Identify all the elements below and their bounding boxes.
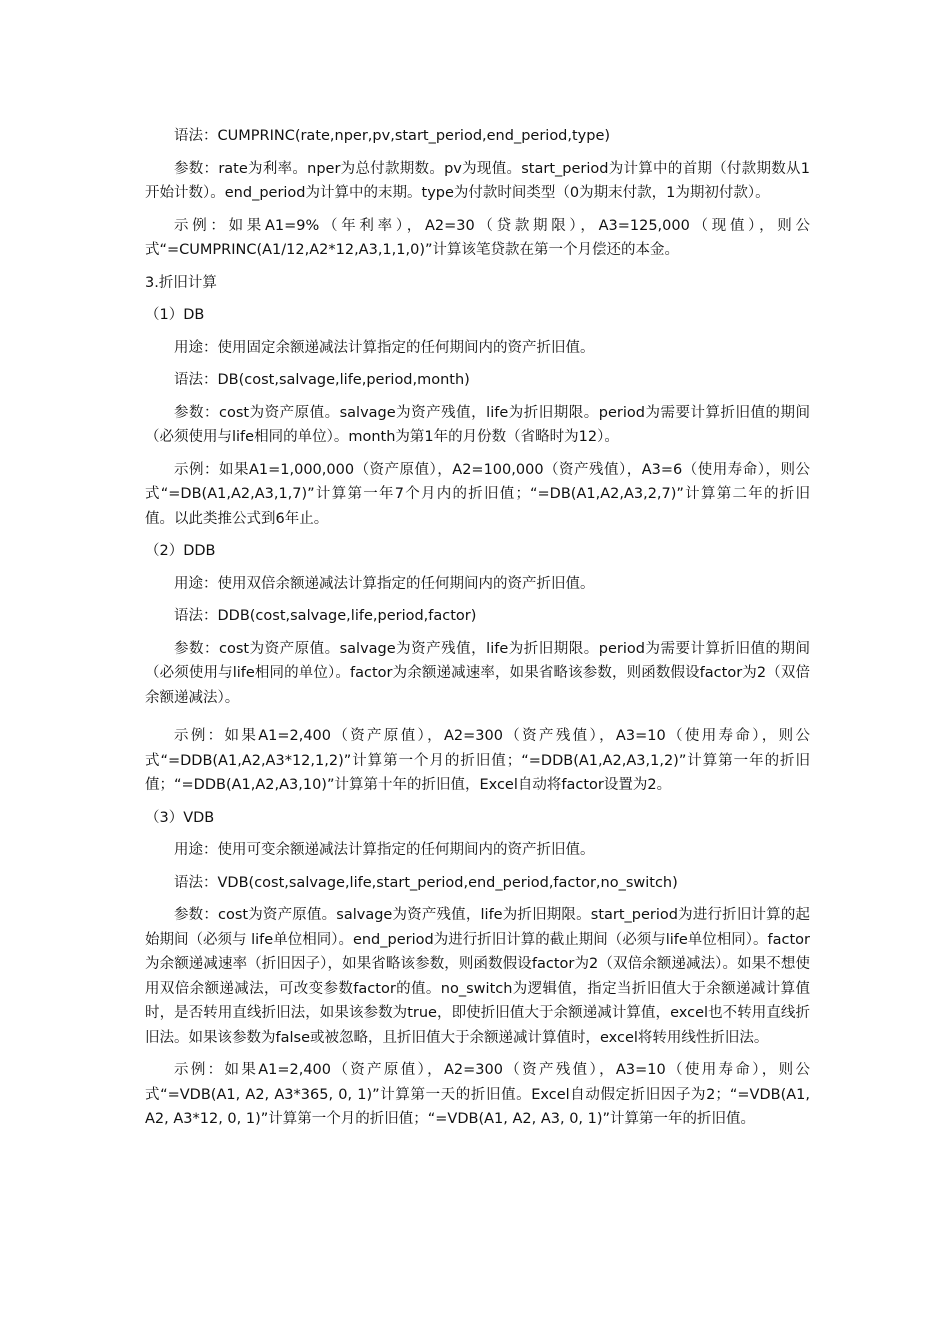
section-heading-depreciation: 3.折旧计算 bbox=[145, 274, 217, 291]
vdb-params: 参数：cost为资产原值。salvage为资产残值，life为折旧期限。start_period为进行折旧计算的起始期间（必须与 life单位相同）。end_period为进行折旧计算的截止期间（必须与life单位相同）。factor为余额递减速率（折旧因子），如果省略该参数，则函数假设factor为2（双倍余额递减法）。如果不想使用双倍余额递减法，可改变参数factor的值。no_switch为逻辑值，指定当折旧值大于余额递减计算值时，是否转用直线折旧法，如果该参数为true，即使折旧值大于余额递减计算值，excel也不转用直线折旧法。如果该参数为false或被忽略，且折旧值大于余额递减计算值时，excel将转用线性折旧法。 bbox=[145, 907, 811, 1046]
db-params: 参数：cost为资产原值。salvage为资产残值，life为折旧期限。period为需要计算折旧值的期间（必须使用与life相同的单位）。month为第1年的月份数（省略时为12）。 bbox=[145, 404, 810, 445]
db-purpose: 用途：使用固定余额递减法计算指定的任何期间内的资产折旧值。 bbox=[174, 339, 595, 356]
subheading-vdb: （3）VDB bbox=[145, 809, 215, 826]
vdb-syntax: 语法：VDB(cost,salvage,life,start_period,end_period,factor,no_switch) bbox=[174, 874, 678, 891]
vdb-example: 示例：如果A1=2,400（资产原值），A2=300（资产残值），A3=10（使用寿命），则公式“=VDB(A1, A2, A3*365, 0, 1)”计算第一天的折旧值。Excel自动假定折旧因子为2；“=VDB(A1, A2, A3*12, 0, 1)”计算第一个月的折旧值；“=VDB(A1, A2, A3, 0, 1)”计算第一年的折旧值。 bbox=[145, 1062, 810, 1127]
cumprinc-example: 示例：如果A1=9%（年利率），A2=30（贷款期限），A3=125,000（现值），则公式“=CUMPRINC(A1/12,A2*12,A3,1,1,0)”计算该笔贷款在第一个月偿还的本金。 bbox=[145, 217, 810, 258]
ddb-syntax: 语法：DDB(cost,salvage,life,period,factor) bbox=[174, 608, 477, 624]
ddb-purpose: 用途：使用双倍余额递减法计算指定的任何期间内的资产折旧值。 bbox=[174, 575, 595, 592]
subheading-ddb: （2）DDB bbox=[145, 543, 216, 559]
cumprinc-syntax: 语法：CUMPRINC(rate,nper,pv,start_period,end_period,type) bbox=[174, 128, 611, 144]
document-body bbox=[145, 124, 810, 1140]
cumprinc-params: 参数：rate为利率。nper为总付款期数。pv为现值。start_period为计算中的首期（付款期数从1开始计数）。end_period为计算中的末期。type为付款时间类型（0为期末付款，1为期初付款）。 bbox=[145, 160, 810, 201]
vdb-purpose: 用途：使用可变余额递减法计算指定的任何期间内的资产折旧值。 bbox=[174, 842, 595, 858]
db-example: 示例：如果A1=1,000,000（资产原值），A2=100,000（资产残值），A3=6（使用寿命），则公式“=DB(A1,A2,A3,1,7)”计算第一年7个月内的折旧值；“=DB(A1,A2,A3,2,7)”计算第二年的折旧值。以此类推公式到6年止。 bbox=[145, 461, 810, 527]
db-syntax: 语法：DB(cost,salvage,life,period,month) bbox=[174, 372, 470, 388]
ddb-example: 示例：如果A1=2,400（资产原值），A2=300（资产残值），A3=10（使用寿命），则公式“=DDB(A1,A2,A3*12,1,2)”计算第一个月的折旧值；“=DDB(A1,A2,A3,1,2)”计算第一年的折旧值；“=DDB(A1,A2,A3,10)”计算第十年的折旧值，Excel自动将factor设置为2。 bbox=[145, 728, 810, 793]
subheading-db: （1）DB bbox=[145, 307, 205, 323]
ddb-params: 参数：cost为资产原值。salvage为资产残值，life为折旧期限。period为需要计算折旧值的期间（必须使用与life相同的单位）。factor为余额递减速率，如果省略该参数，则函数假设factor为2（双倍余额递减法）。 bbox=[145, 640, 810, 706]
